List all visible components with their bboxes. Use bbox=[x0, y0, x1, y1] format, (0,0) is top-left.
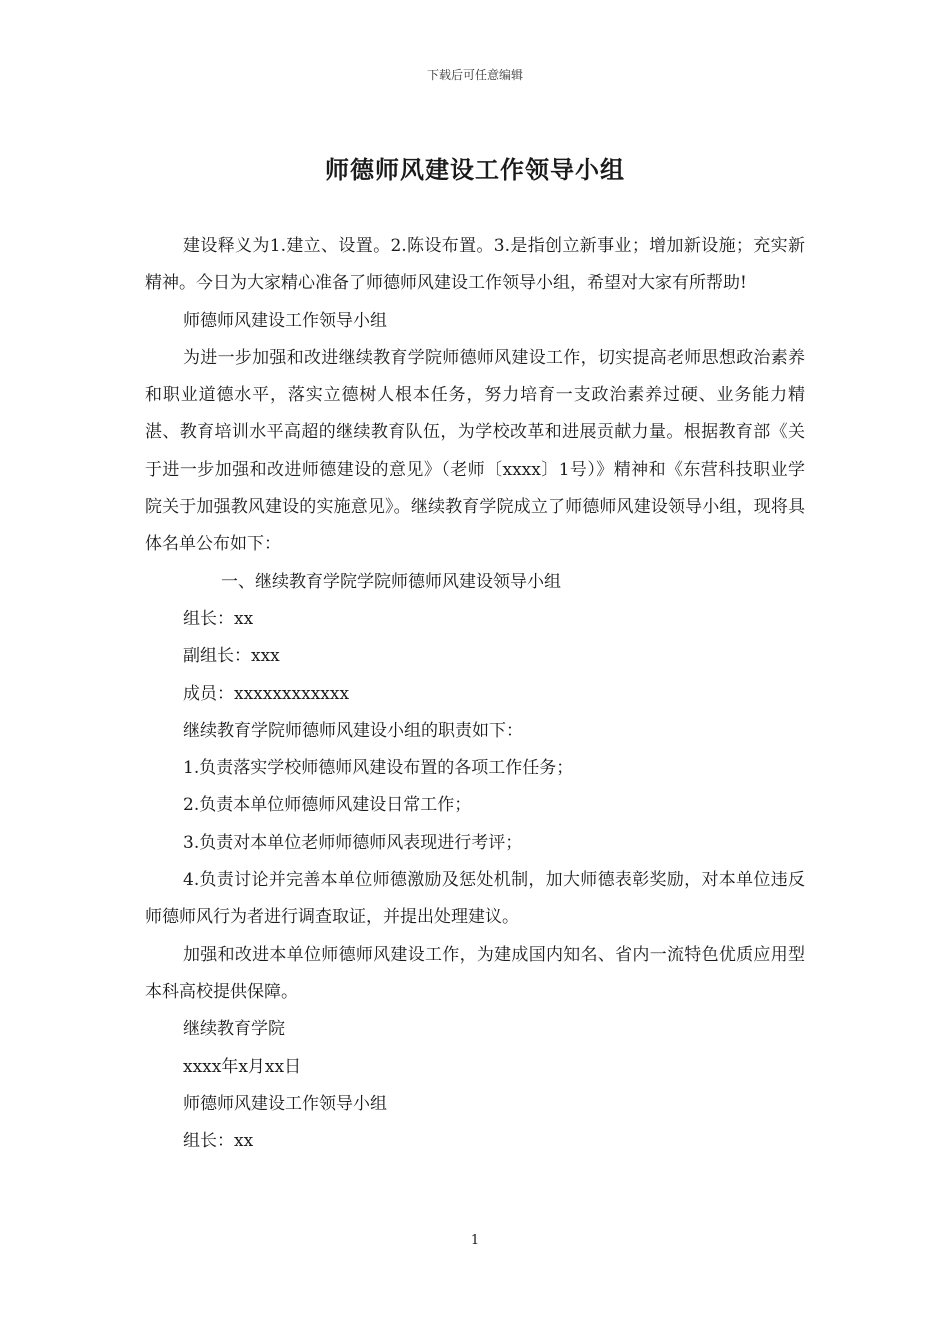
second-leader-line: 组长：xx bbox=[183, 1131, 254, 1152]
section-heading: 师德师风建设工作领导小组 bbox=[183, 310, 387, 331]
duty-item-3: 3.负责对本单位老师师德师风表现进行考评； bbox=[183, 832, 523, 853]
leader-line: 组长：xx bbox=[183, 608, 254, 629]
duty-item-2: 2.负责本单位师德师风建设日常工作； bbox=[183, 795, 472, 816]
page-header-note: 下载后可任意编辑 bbox=[426, 68, 523, 82]
signature-organization: 继续教育学院 bbox=[183, 1019, 285, 1040]
duty-item-1: 1.负责落实学校师德师风建设布置的各项工作任务； bbox=[183, 758, 574, 779]
intro-paragraph: 建设释义为1.建立、设置。2.陈设布置。3.是指创立新事业；增加新设施；充实新精神。今日为大家精心准备了师德师风建设工作领导小组，希望对大家有所帮助! bbox=[145, 236, 805, 294]
second-section-heading: 师德师风建设工作领导小组 bbox=[183, 1093, 387, 1114]
page-number: 1 bbox=[470, 1233, 480, 1248]
group-heading: 一、继续教育学院学院师德师风建设领导小组 bbox=[221, 571, 561, 592]
closing-paragraph: 加强和改进本单位师德师风建设工作，为建成国内知名、省内一流特色优质应用型本科高校提供保障。 bbox=[145, 944, 805, 1002]
duty-item-4: 4.负责讨论并完善本单位师德激励及惩处机制，加大师德表彰奖励，对本单位违反师德师风行为者进行调查取证，并提出处理建议。 bbox=[145, 870, 805, 928]
duties-heading: 继续教育学院师德师风建设小组的职责如下： bbox=[183, 720, 523, 741]
document-body bbox=[145, 228, 805, 1160]
members-line: 成员：xxxxxxxxxxxx bbox=[183, 683, 350, 704]
signature-date: xxxx年x月xx日 bbox=[183, 1056, 302, 1077]
purpose-paragraph: 为进一步加强和改进继续教育学院师德师风建设工作，切实提高老师思想政治素养和职业道德水平，落实立德树人根本任务，努力培育一支政治素养过硬、业务能力精湛、教育培训水平高超的继续教育队伍，为学校改革和进展贡献力量。根据教育部《关于进一步加强和改进师德建设的意见》（老师〔xxxx〕1号）》精神和《东营科技职业学院关于加强教风建设的实施意见》。继续教育学院成立了师德师风建设领导小组，现将具体名单公布如下： bbox=[145, 347, 805, 555]
deputy-leader-line: 副组长：xxx bbox=[183, 646, 280, 667]
document-title: 师德师风建设工作领导小组 bbox=[325, 155, 625, 184]
